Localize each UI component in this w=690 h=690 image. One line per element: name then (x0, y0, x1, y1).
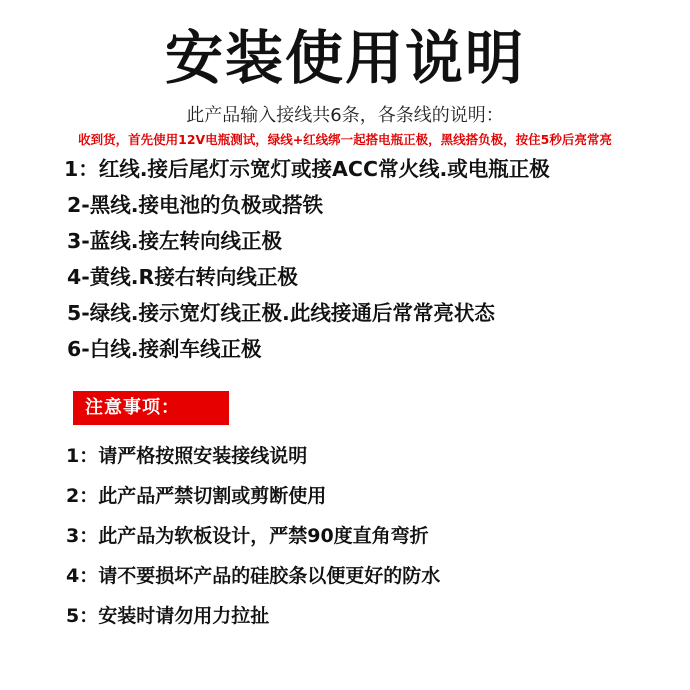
page-subtitle: 此产品输入接线共6条，各条线的说明： (186, 105, 504, 126)
note-item: 3：此产品为软板设计，严禁90度直角弯折 (66, 525, 429, 547)
note-item: 4：请不要损坏产品的硅胶条以便更好的防水 (66, 565, 441, 587)
test-warning-text: 收到货，首先使用12V电瓶测试，绿线+红线绑一起搭电瓶正极，黑线搭负极，按住5秒后亮常亮 (78, 132, 612, 147)
page-title: 安装使用说明 (164, 24, 525, 92)
note-item: 2：此产品严禁切割或剪断使用 (66, 485, 327, 507)
notes-list (66, 436, 676, 636)
wiring-item-yellow: 4-黄线.R接右转向线正极 (67, 265, 298, 289)
notice-badge: 注意事项： (73, 391, 229, 425)
wiring-item-white: 6-白线.接刹车线正极 (67, 337, 262, 361)
note-item: 5：安装时请勿用力拉扯 (66, 605, 270, 627)
wiring-item-green: 5-绿线.接示宽灯线正极.此线接通后常常亮状态 (67, 301, 495, 325)
wiring-item-blue: 3-蓝线.接左转向线正极 (67, 229, 283, 253)
wiring-list (64, 151, 677, 367)
wiring-item-black: 2-黑线.接电池的负极或搭铁 (67, 193, 324, 217)
wiring-item-red: 1：红线.接后尾灯示宽灯或接ACC常火线.或电瓶正极 (64, 157, 550, 181)
note-item: 1：请严格按照安装接线说明 (66, 445, 308, 467)
